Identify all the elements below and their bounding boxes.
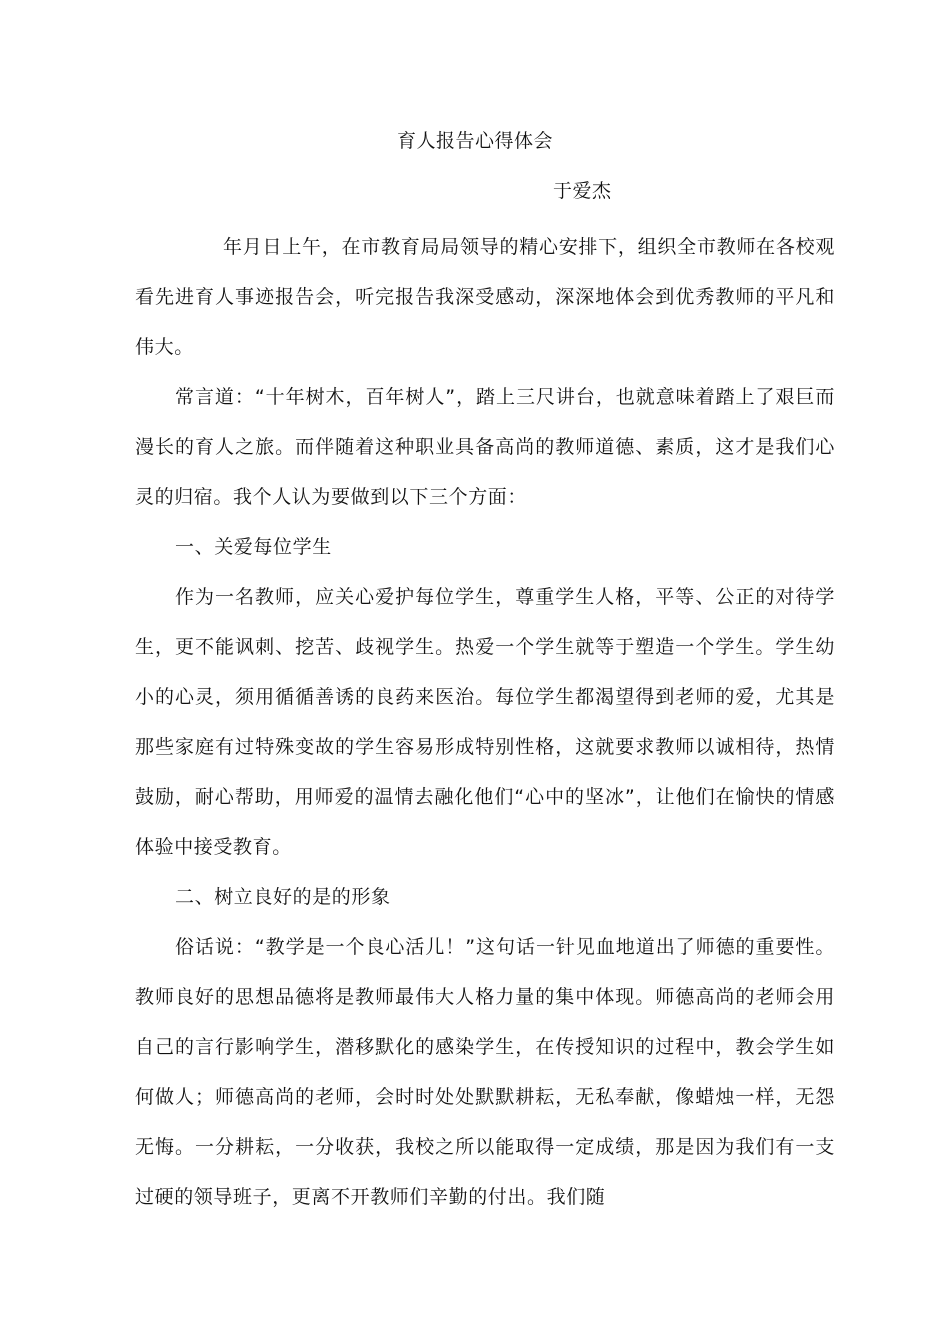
document-author: 于爱杰 — [553, 180, 612, 202]
section-heading-2: 二、树立良好的是的形象 — [175, 886, 391, 908]
section-heading-1: 一、关爱每位学生 — [175, 536, 332, 558]
document-body — [135, 222, 835, 1222]
document-title: 育人报告心得体会 — [396, 130, 553, 152]
paragraph-care-students: 作为一名教师，应关心爱护每位学生，尊重学生人格，平等、公正的对待学生，更不能讽刺、挖苦、歧视学生。热爱一个学生就等于塑造一个学生。学生幼小的心灵，须用循循善诱的良药来医治。每位学生都渴望得到老师的爱，尤其是那些家庭有过特殊变故的学生容易形成特别性格，这就要求教师以诚相待，热情鼓励，耐心帮助，用师爱的温情去融化他们“心中的坚冰”，让他们在愉快的情感体验中接受教育。 — [135, 586, 835, 858]
paragraph-intro: 年月日上午，在市教育局局领导的精心安排下，组织全市教师在各校观看先进育人事迹报告会，听完报告我深受感动，深深地体会到优秀教师的平凡和伟大。 — [135, 236, 835, 358]
paragraph-good-image: 俗话说：“教学是一个良心活儿！”这句话一针见血地道出了师德的重要性。教师良好的思想品德将是教师最伟大人格力量的集中体现。师德高尚的老师会用自己的言行影响学生，潜移默化的感染学生，在传授知识的过程中，教会学生如何做人；师德高尚的老师，会时时处处默默耕耘，无私奉献，像蜡烛一样，无怨无悔。一分耕耘，一分收获，我校之所以能取得一定成绩，那是因为我们有一支过硬的领导班子，更离不开教师们辛勤的付出。我们随 — [135, 936, 835, 1208]
paragraph-saying: 常言道：“十年树木，百年树人”，踏上三尺讲台，也就意味着踏上了艰巨而漫长的育人之旅。而伴随着这种职业具备高尚的教师道德、素质，这才是我们心灵的归宿。我个人认为要做到以下三个方面： — [135, 386, 835, 508]
